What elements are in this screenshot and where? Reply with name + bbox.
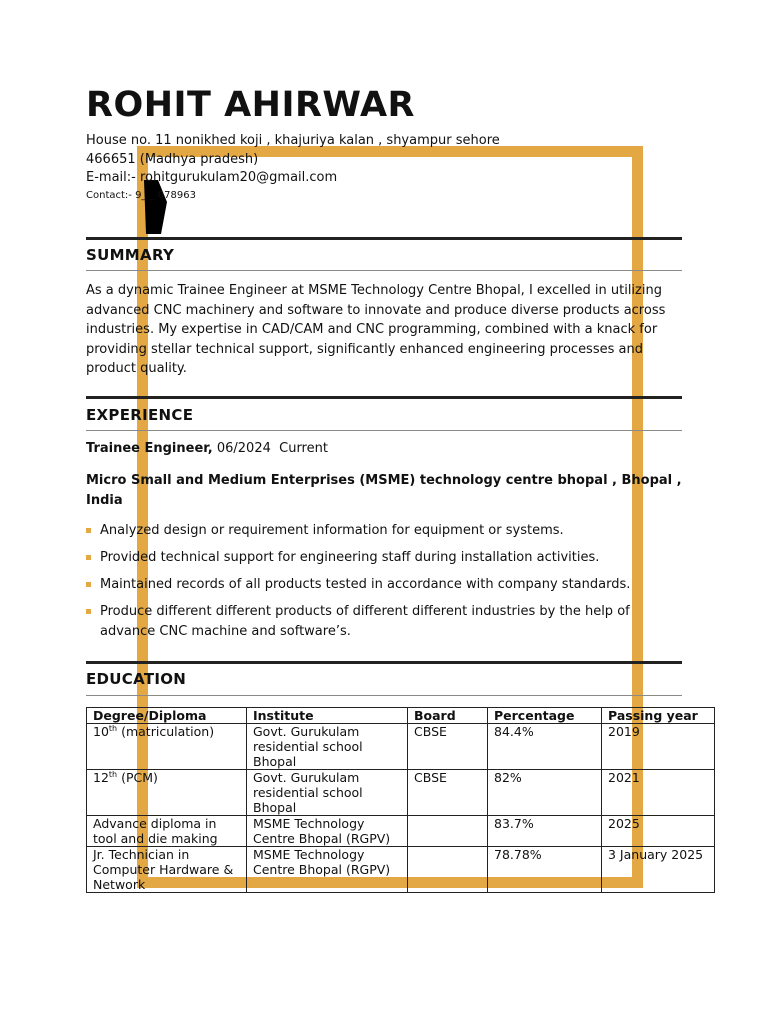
experience-bottom-rule bbox=[86, 430, 682, 431]
board-cell: CBSE bbox=[408, 724, 488, 770]
summary-bottom-rule bbox=[86, 270, 682, 271]
year-cell: 2019 bbox=[602, 724, 715, 770]
bullet-square-icon bbox=[86, 609, 91, 614]
summary-text: As a dynamic Trainee Engineer at MSME Technology Centre Bhopal, I excelled in utilizing advanced CNC machinery and software to innovate and produce diverse products across industries. My expertise in CAD/CAM and CNC programming, combined with a knack for providing stellar technical support, significantly enhanced engineering processes and product quality. bbox=[86, 283, 666, 377]
experience-heading: EXPERIENCE bbox=[86, 406, 194, 424]
job-organization: Micro Small and Medium Enterprises (MSME) technology centre bhopal , Bhopal , India bbox=[86, 473, 682, 508]
board-cell bbox=[408, 847, 488, 893]
percentage-cell: 78.78% bbox=[488, 847, 602, 893]
column-header: Board bbox=[408, 708, 488, 724]
column-header: Institute bbox=[247, 708, 408, 724]
institute-cell: MSME Technology Centre Bhopal (RGPV) bbox=[247, 847, 408, 893]
table-row bbox=[87, 724, 715, 770]
degree-cell: Jr. Technician in Computer Hardware & Network bbox=[87, 847, 247, 893]
job-role: Trainee Engineer, bbox=[86, 441, 213, 456]
degree-cell: 10th (matriculation) bbox=[87, 724, 247, 770]
job-dates: 06/2024 Current bbox=[212, 441, 328, 456]
column-header: Percentage bbox=[488, 708, 602, 724]
candidate-name: ROHIT AHIRWAR bbox=[86, 85, 416, 125]
education-table bbox=[86, 707, 715, 893]
bullet-square-icon bbox=[86, 582, 91, 587]
contact-block bbox=[86, 132, 500, 204]
bullet-square-icon bbox=[86, 528, 91, 533]
percentage-cell: 82% bbox=[488, 770, 602, 816]
list-item: Analyzed design or requirement information for equipment or systems. bbox=[86, 521, 682, 541]
degree-cell: 12th (PCM) bbox=[87, 770, 247, 816]
contact-line: Contact:- 9_ _ 078963 bbox=[86, 189, 196, 201]
percentage-cell: 83.7% bbox=[488, 816, 602, 847]
column-header: Degree/Diploma bbox=[87, 708, 247, 724]
bullet-square-icon bbox=[86, 555, 91, 560]
table-header-row bbox=[87, 708, 715, 724]
board-cell bbox=[408, 816, 488, 847]
percentage-cell: 84.4% bbox=[488, 724, 602, 770]
degree-cell: Advance diploma in tool and die making bbox=[87, 816, 247, 847]
email-line[interactable]: E-mail:- rohitgurukulam20@gmail.com bbox=[86, 170, 338, 185]
table-row bbox=[87, 816, 715, 847]
address-line-2: 466651 (Madhya pradesh) bbox=[86, 151, 259, 167]
list-item: Maintained records of all products tested in accordance with company standards. bbox=[86, 575, 682, 595]
list-item: Provided technical support for engineering staff during installation activities. bbox=[86, 548, 682, 568]
board-cell: CBSE bbox=[408, 770, 488, 816]
summary-top-rule bbox=[86, 237, 682, 240]
table-row bbox=[87, 770, 715, 816]
address-line-1: House no. 11 nonikhed koji , khajuriya kalan , shyampur sehore bbox=[86, 133, 500, 148]
experience-top-rule bbox=[86, 396, 682, 399]
year-cell: 3 January 2025 bbox=[602, 847, 715, 893]
experience-bullets bbox=[86, 521, 682, 649]
institute-cell: Govt. Gurukulam residential school Bhopal bbox=[247, 724, 408, 770]
education-bottom-rule bbox=[86, 695, 682, 696]
institute-cell: Govt. Gurukulam residential school Bhopal bbox=[247, 770, 408, 816]
list-item: Produce different different products of different different industries by the help of advance CNC machine and software’s. bbox=[86, 602, 682, 641]
year-cell: 2021 bbox=[602, 770, 715, 816]
institute-cell: MSME Technology Centre Bhopal (RGPV) bbox=[247, 816, 408, 847]
table-row bbox=[87, 847, 715, 893]
year-cell: 2025 bbox=[602, 816, 715, 847]
column-header: Passing year bbox=[602, 708, 715, 724]
job-title-line bbox=[86, 441, 328, 456]
summary-heading: SUMMARY bbox=[86, 246, 175, 264]
education-heading: EDUCATION bbox=[86, 670, 187, 688]
education-top-rule bbox=[86, 661, 682, 664]
